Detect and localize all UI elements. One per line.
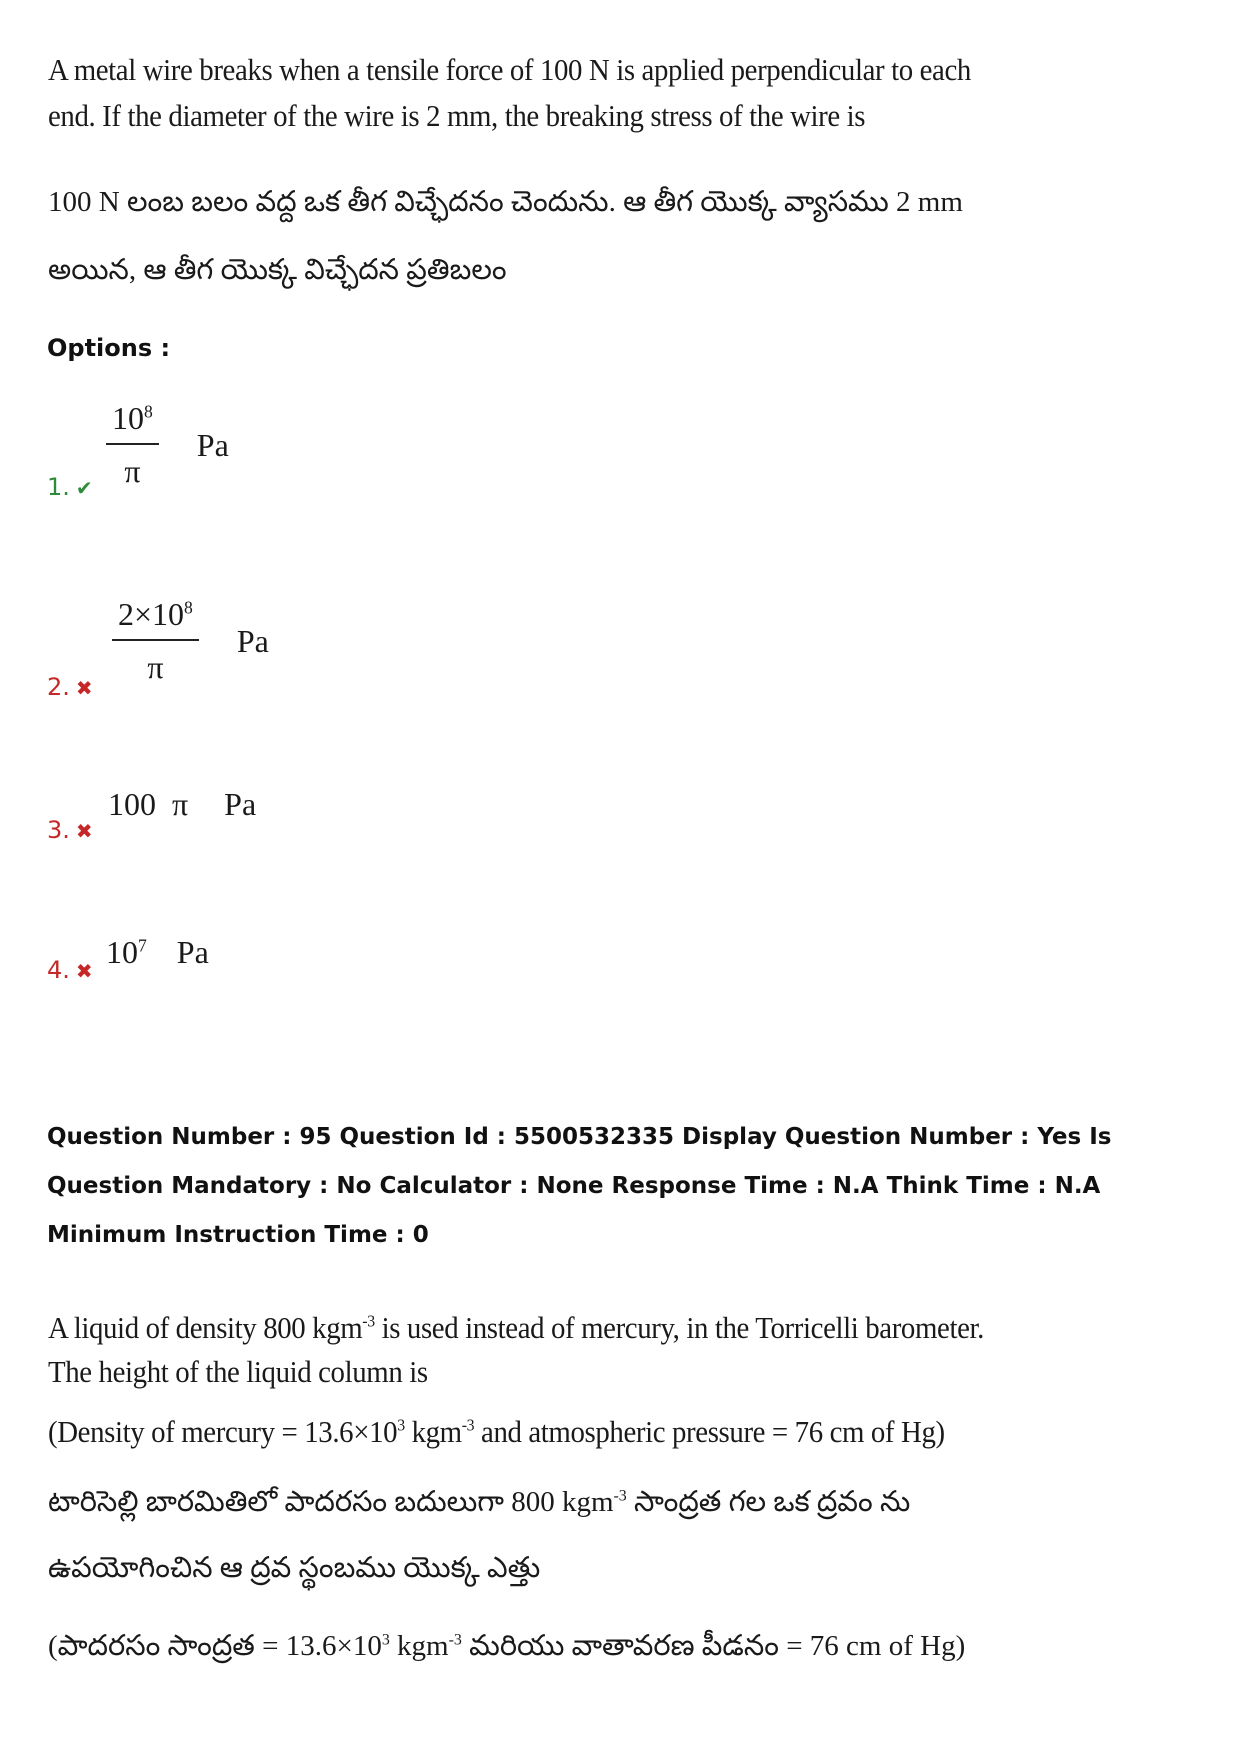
question-text-line: A metal wire breaks when a tensile force of 100 N is applied perpendicular to each [48, 52, 971, 87]
text-part: (పాదరసం సాంద్రత = 13.6×10 [48, 1630, 382, 1662]
option-number: 1. [47, 473, 70, 501]
question-text-telugu [48, 1630, 965, 1670]
text-part: and atmospheric pressure = 76 cm of Hg) [474, 1414, 945, 1449]
text-part: kgm [389, 1630, 449, 1662]
unit: Pa [196, 426, 229, 463]
option-number: 4. [47, 956, 70, 984]
option-number: 3. [47, 816, 70, 844]
cross-icon: ✖ [75, 676, 93, 700]
options-label: Options : [47, 334, 171, 362]
option-4-answer[interactable] [106, 934, 209, 971]
value: 100 π [108, 786, 189, 822]
superscript: -3 [448, 1631, 462, 1649]
base: 10 [106, 934, 138, 970]
unit: Pa [236, 622, 269, 659]
text-part: is used instead of mercury, in the Torricelli barometer. [374, 1310, 985, 1345]
cross-icon: ✖ [75, 819, 93, 843]
option-2-marker [47, 673, 93, 701]
text-part: (Density of mercury = 13.6×10 [48, 1414, 398, 1449]
superscript: -3 [461, 1415, 475, 1435]
text-part: A liquid of density 800 kgm [48, 1310, 363, 1345]
text-part: సాంద్రత గల ఒక ద్రవం ను [626, 1486, 911, 1518]
question-text-line [48, 1310, 984, 1346]
option-3-answer[interactable] [108, 786, 256, 823]
question-text-line: The height of the liquid column is [48, 1354, 428, 1389]
unit: Pa [224, 786, 257, 822]
superscript: -3 [613, 1487, 627, 1505]
question-text-line: end. If the diameter of the wire is 2 mm, the breaking stress of the wire is [48, 98, 866, 133]
numerator: 2×10 [118, 596, 185, 632]
option-4-marker [47, 956, 93, 984]
question-text-telugu: 100 N లంబ బలం వద్ద ఒక తీగ విచ్ఛేదనం చెందును. ఆ తీగ యొక్క వ్యాసము 2 mm [48, 186, 963, 218]
option-1-marker [47, 473, 93, 501]
check-icon: ✔ [75, 476, 93, 500]
text-part: kgm [404, 1414, 462, 1449]
numerator: 10 [112, 400, 144, 436]
unit: Pa [176, 934, 209, 970]
denominator: π [124, 453, 141, 489]
question-meta: Question Number : 95 Question Id : 5500532335 Display Question Number : Yes Is Question Mandatory : No Calculator : None Response Time : N.A Think Time : N.A Minimum Instruction Time : 0 [47, 1124, 1112, 1248]
fraction [106, 400, 159, 490]
text-part: టారిసెల్లి బారమితిలో పాదరసం బదులుగా 800 kgm [48, 1486, 614, 1518]
question-text-line [48, 1414, 945, 1450]
superscript: 3 [397, 1415, 405, 1435]
question-text-telugu: ఉపయోగించిన ఆ ద్రవ స్థంబము యొక్క ఎత్తు [48, 1552, 541, 1584]
option-number: 2. [47, 673, 70, 701]
question-text-telugu [48, 1486, 910, 1526]
question-text-telugu: అయిన, ఆ తీగ యొక్క విచ్ఛేదన ప్రతిబలం [48, 254, 507, 286]
exponent: 8 [144, 401, 153, 422]
exponent: 7 [138, 935, 147, 956]
option-2-answer[interactable] [112, 596, 269, 686]
superscript: -3 [362, 1311, 375, 1331]
exponent: 8 [184, 597, 193, 618]
text-part: మరియు వాతావరణ పీడనం = 76 cm of Hg) [461, 1630, 966, 1662]
option-3-marker [47, 816, 93, 844]
denominator: π [147, 649, 164, 685]
option-1-answer[interactable] [106, 400, 229, 490]
cross-icon: ✖ [75, 959, 93, 983]
fraction [112, 596, 199, 686]
superscript: 3 [381, 1631, 390, 1649]
